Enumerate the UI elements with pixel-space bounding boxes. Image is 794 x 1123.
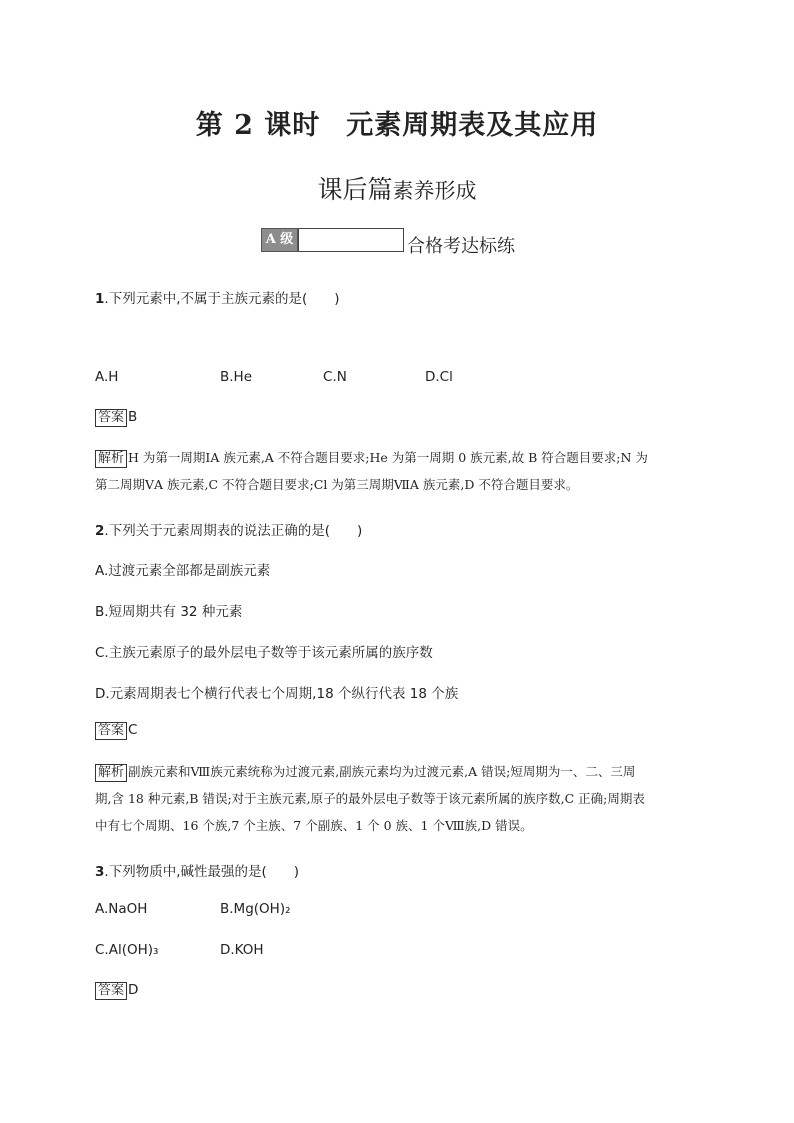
question-3-option-d: D.KOH xyxy=(220,942,264,958)
question-3-text: .下列物质中,碱性最强的是( ) xyxy=(104,864,300,880)
question-3-stem xyxy=(95,860,299,880)
question-2-answer-value: C xyxy=(128,722,138,738)
page-title xyxy=(0,103,794,142)
question-2-number: 2 xyxy=(95,523,105,539)
question-1-answer-value: B xyxy=(128,409,138,425)
answer-tag: 答案 xyxy=(95,409,127,427)
question-3-option-c: C.Al(OH)₃ xyxy=(95,942,159,958)
analysis-tag: 解析 xyxy=(95,764,127,782)
lesson-topic: 元素周期表及其应用 xyxy=(346,110,599,141)
question-1-answer xyxy=(95,409,137,427)
answer-tag: 答案 xyxy=(95,722,127,740)
subtitle-large: 课后篇 xyxy=(317,175,393,204)
analysis-tag: 解析 xyxy=(95,450,127,468)
question-2-text: .下列关于元素周期表的说法正确的是( ) xyxy=(104,523,363,539)
question-2-analysis-line-3: 中有七个周期、16 个族,7 个主族、7 个副族、1 个 0 族、1 个Ⅷ族,D 错误。 xyxy=(95,818,533,833)
question-2-option-d: D.元素周期表七个横行代表七个周期,18 个纵行代表 18 个族 xyxy=(95,686,459,702)
question-1-text: .下列元素中,不属于主族元素的是( ) xyxy=(104,291,340,307)
level-label: 合格考达标练 xyxy=(407,236,515,257)
question-2-option-b: B.短周期共有 32 种元素 xyxy=(95,604,243,620)
question-2-answer xyxy=(95,722,137,740)
question-3-option-b: B.Mg(OH)₂ xyxy=(220,901,291,917)
question-1-analysis xyxy=(95,444,705,498)
section-subtitle xyxy=(0,170,794,206)
question-3-number: 3 xyxy=(95,864,105,880)
answer-tag: 答案 xyxy=(95,982,127,1000)
question-3-answer-value: D xyxy=(128,982,139,998)
question-2-option-c: C.主族元素原子的最外层电子数等于该元素所属的族序数 xyxy=(95,645,433,661)
question-1-stem xyxy=(95,287,340,307)
subtitle-small: 素养形成 xyxy=(392,179,477,203)
level-badge: A 级 xyxy=(261,228,298,252)
question-2-analysis xyxy=(95,758,705,839)
question-3-option-a: A.NaOH xyxy=(95,901,148,917)
question-2-analysis-line-1: 副族元素和Ⅷ族元素统称为过渡元素,副族元素均为过渡元素,A 错误;短周期为一、二、三周 xyxy=(128,764,636,779)
lesson-number: 第 2 课时 xyxy=(195,110,321,141)
question-3-answer xyxy=(95,982,138,1000)
question-1-option-b: B.He xyxy=(220,369,253,385)
question-2-stem xyxy=(95,519,362,539)
question-1-option-d: D.Cl xyxy=(425,369,453,385)
question-2-option-a: A.过渡元素全部都是副族元素 xyxy=(95,563,271,579)
question-1-option-c: C.N xyxy=(323,369,347,385)
question-1-number: 1 xyxy=(95,291,105,307)
question-2-analysis-line-2: 期,含 18 种元素,B 错误;对于主族元素,原子的最外层电子数等于该元素所属的族序数,C 正确;周期表 xyxy=(95,791,645,806)
question-1-analysis-line-2: 第二周期ⅤA 族元素,C 不符合题目要求;Cl 为第三周期ⅦA 族元素,D 不符合题目要求。 xyxy=(95,477,579,492)
level-blank-box xyxy=(298,228,404,252)
question-1-option-a: A.H xyxy=(95,369,119,385)
question-1-analysis-line-1: H 为第一周期ⅠA 族元素,A 不符合题目要求;He 为第一周期 0 族元素,故 B 符合题目要求;N 为 xyxy=(128,450,648,465)
